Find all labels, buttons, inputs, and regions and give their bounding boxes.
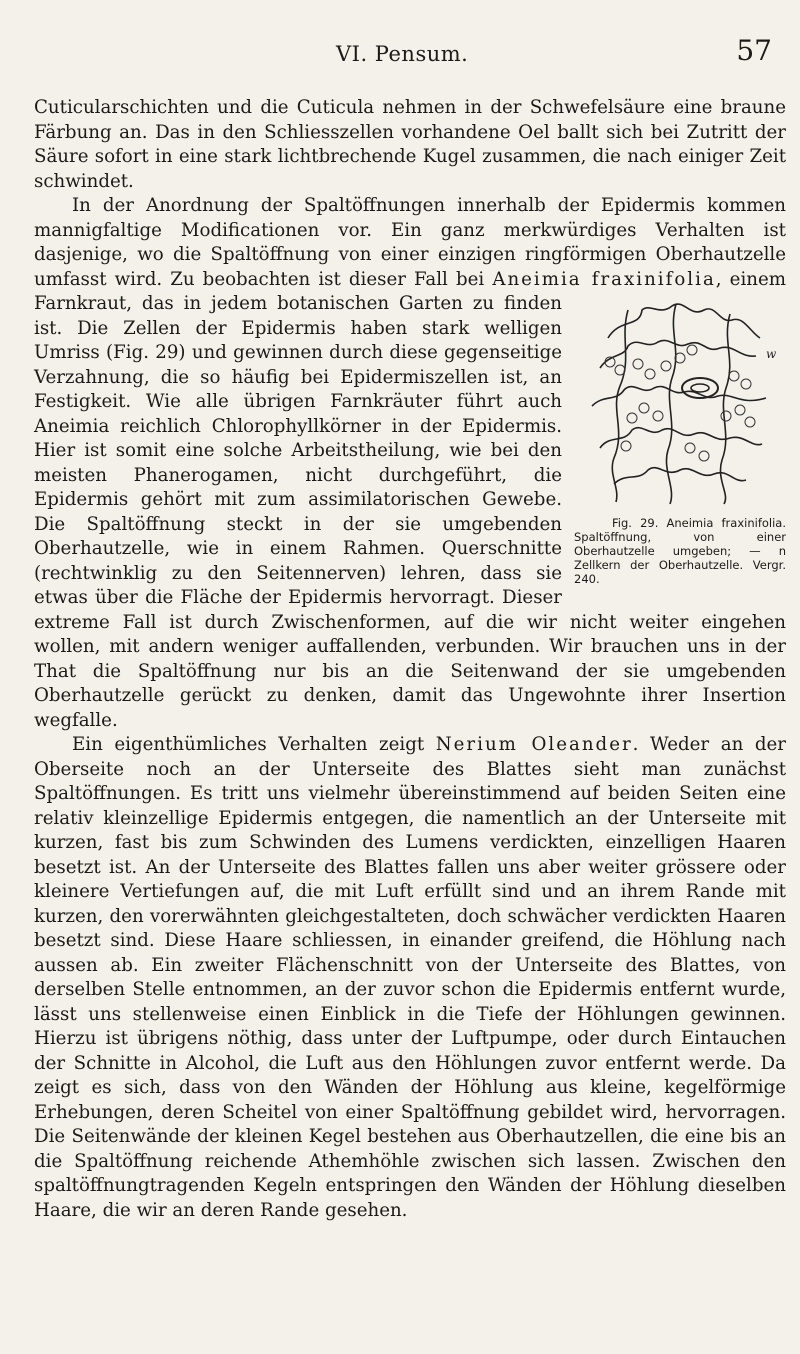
figure-29 bbox=[574, 298, 786, 586]
species-name-nerium: Nerium Oleander bbox=[435, 734, 633, 755]
paragraph-3 bbox=[34, 733, 786, 1223]
body-text bbox=[34, 96, 786, 1223]
paragraph-2 bbox=[34, 194, 786, 733]
species-name-aneimia: Aneimia fraxinifolia bbox=[492, 268, 716, 290]
paragraph-3-start: Ein eigenthümliches Verhalten zeigt bbox=[72, 734, 436, 755]
page-header bbox=[34, 34, 786, 84]
figure-label-w: w bbox=[766, 347, 777, 361]
figure-caption: Fig. 29. Aneimia fraxinifolia. Spaltöffnung, von einer Oberhautzelle umgeben; — n Zellkern der Oberhautzelle. Vergr. 240. bbox=[574, 516, 786, 586]
paragraph-1: Cuticularschichten und die Cuticula nehmen in der Schwefelsäure eine braune Färbung an. Das in den Schliesszellen vorhandene Oel ballt sich bei Zutritt der Säure sofort in eine stark lichtbrechende Kugel zusammen, die nach einiger Zeit schwindet. bbox=[34, 97, 786, 192]
paragraph-2-start: In der Anordnung der Spaltöffnungen innerhalb der Epidermis kommen mannigfaltige Modificationen vor. Ein ganz merkwürdiges Verhalten ist dasjenige, wo die Spaltöffnung von einer einzigen ringförmigen Oberhautzelle umfasst wird. Zu beobachten ist dieser Fall bei bbox=[34, 195, 786, 290]
paragraph-3-rest: . Weder an der Oberseite noch an der Unterseite des Blattes sieht man zunächst Spaltöffnungen. Es tritt uns vielmehr übereinstimmend auf beiden Seiten eine relativ kleinzellige Epidermis entgegen, die namentlich an der Unterseite mit kurzen, fast bis zum Schwinden des Lumens verdickten, einzelligen Haaren besetzt ist. An der Unterseite des Blattes fallen uns aber weiter grössere oder kleinere Vertiefungen auf, die mit Luft erfüllt sind und an ihrem Rande mit kurzen, den vorerwähnten gleichgestalteten, doch schwächer verdickten Haaren besetzt sind. Diese Haare schliessen, in einander greifend, die Höhlung nach aussen ab. Ein zweiter Flächenschnitt von der Unterseite des Blattes, von derselben Stelle entnommen, an der zuvor schon die Epidermis entfernt wurde, lässt uns stellenweise einen Einblick in die Tiefe der Höhlungen gewinnen. Hierzu ist übrigens nöthig, dass unter der Luftpumpe, oder durch Eintauchen der Schnitte in Alcohol, die Luft aus den Höhlungen zuvor entfernt werde. Da zeigt es sich, dass von den Wänden der Höhlung aus kleine, kegelförmige Erhebungen, deren Scheitel von einer Spaltöffnung gebildet wird, hervorragen. Die Seitenwände der kleinen Kegel bestehen aus Oberhautzellen, die eine bis an die Spaltöffnung reichende Athemhöhle zwischen sich lassen. Zwischen den spaltöffnungtragenden Kegeln entspringen den Wänden der Höhlung dieselben Haare, die wir an deren Rande gesehen. bbox=[34, 734, 786, 1221]
page-number: 57 bbox=[736, 34, 772, 67]
epidermis-cells-illustration bbox=[580, 298, 780, 508]
book-page bbox=[34, 34, 786, 1223]
paragraph-2-rest: , einem Farnkraut, das in jedem botanischen Garten zu finden ist. Die Zellen der Epidermis haben stark welligen Umriss (Fig. 29) und gewinnen durch diese gegenseitige Verzahnung, die so häufig bei Epidermiszellen ist, an Festigkeit. Wie alle übrigen Farnkräuter führt auch Aneimia reichlich Chlorophyllkörner in der Epidermis. Hier ist somit eine solche Arbeitstheilung, wie bei den meisten Phanerogamen, nicht durchgeführt, die Epidermis gehört mit zum assimilatorischen Gewebe. Die Spaltöffnung steckt in der sie umgebenden Oberhautzelle, wie in einem Rahmen. Querschnitte (rechtwinklig zu den Seitennerven) lehren, dass sie etwas über die Fläche der Epidermis hervorragt. Dieser extreme Fall ist durch Zwischenformen, auf die wir nicht weiter eingehen wollen, mit andern weniger auffallenden, verbunden. Wir brauchen uns in der That die Spaltöffnung nur bis an die Seitenwand der sie umgebenden Oberhautzelle gerückt zu denken, damit das Ungewohnte ihrer Insertion wegfalle. bbox=[34, 268, 786, 731]
chapter-title: VI. Pensum. bbox=[336, 42, 469, 66]
